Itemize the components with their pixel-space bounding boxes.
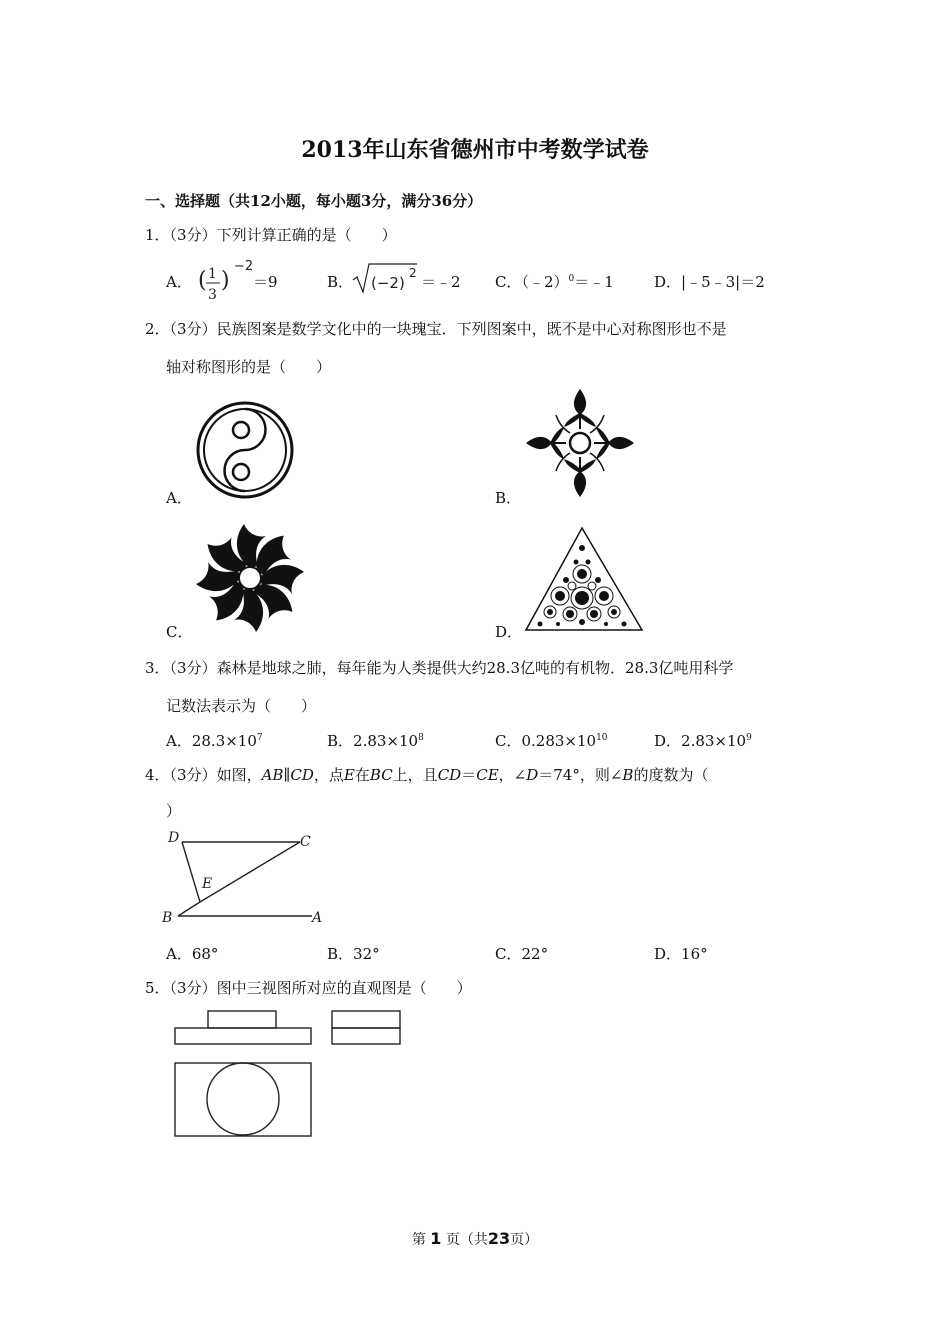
q4-var-cd-2: CD	[437, 766, 462, 784]
q4-text-6: 的度数为（	[633, 766, 709, 784]
q5-side-view-top	[332, 1011, 400, 1028]
svg-text:−2: −2	[234, 259, 254, 274]
footer-suffix: 页）	[510, 1232, 539, 1248]
q3-option-c-text: C．0.283×10	[495, 732, 597, 750]
question-5-stem: 5．（3分）图中三视图所对应的直观图是（ ）	[145, 979, 472, 997]
q4-label-d: D	[168, 830, 180, 846]
q5-top-view-circle	[207, 1063, 279, 1135]
q4-var-bc: BC	[369, 766, 393, 784]
q2-figure-b-flower-cross	[524, 388, 636, 500]
q1-option-a-expression	[196, 256, 256, 302]
q3-option-c	[495, 730, 608, 751]
q4-var-ab: AB	[261, 766, 284, 784]
q2-figure-d-patterned-triangle	[524, 524, 646, 634]
q1-option-d	[654, 271, 765, 292]
q2-option-c-label: C．	[166, 623, 193, 641]
q1-option-c	[495, 271, 614, 292]
q5-front-view-top-block	[208, 1011, 276, 1028]
footer-total-pages: 23	[487, 1229, 511, 1248]
question-1-stem: 1．（3分）下列计算正确的是（ ）	[145, 226, 397, 244]
page-title: 2013年山东省德州市中考数学试卷	[301, 137, 649, 163]
q5-side-view-bottom	[332, 1028, 400, 1044]
q3-option-a	[166, 730, 263, 751]
footer-page-number: 1	[430, 1229, 442, 1248]
question-3-stem-line1: 3．（3分）森林是地球之肺，每年能为人类提供大约28.3亿吨的有机物．28.3亿吨用科学	[145, 659, 734, 677]
q4-option-a: A．68°	[166, 945, 219, 963]
question-4-stem-line1	[145, 764, 708, 785]
q1-option-d-label: D．	[654, 273, 682, 291]
q4-var-e: E	[343, 766, 355, 784]
q5-top-view-rectangle	[175, 1063, 311, 1136]
q4-label-a: A	[312, 910, 323, 926]
q4-text-3: 上，且	[392, 766, 438, 784]
q4-text-5: ＝74°，则∠	[538, 766, 623, 784]
q1-option-d-text: |﹣5﹣3|＝2	[681, 273, 765, 291]
section-heading: 一、选择题（共12小题，每小题3分，满分36分）	[145, 192, 483, 210]
q5-three-view-drawing	[170, 1008, 410, 1142]
q2-figure-c-pinwheel	[192, 520, 308, 636]
footer-prefix: 第	[411, 1232, 426, 1248]
q1-option-b-label: B．	[327, 273, 354, 291]
q3-option-d	[654, 730, 752, 751]
q4-var-b: B	[622, 766, 634, 784]
q4-label-e: E	[202, 876, 213, 892]
q1-option-a-result: ＝9	[253, 273, 278, 291]
question-2-stem-line1: 2．（3分）民族图案是数学文化中的一块瑰宝．下列图案中，既不是中心对称图形也不是	[145, 320, 727, 338]
svg-text:3: 3	[208, 287, 217, 302]
question-2-stem-line2: 轴对称图形的是（ ）	[166, 358, 332, 376]
q1-option-b-radical	[351, 260, 423, 296]
q3-option-a-exponent: 7	[256, 733, 263, 743]
page-footer	[0, 1229, 950, 1249]
q1-option-c-result: ＝﹣1	[574, 273, 614, 291]
svg-text:(−2): (−2)	[371, 274, 405, 292]
q4-option-b: B．32°	[327, 945, 380, 963]
q3-option-a-text: A．28.3×10	[166, 732, 257, 750]
question-3-stem-line2: 记数法表示为（ ）	[166, 697, 317, 715]
q5-front-view-base	[175, 1028, 311, 1044]
q4-text-2: 在	[354, 766, 370, 784]
q1-option-b-result: ＝﹣2	[421, 273, 461, 291]
svg-text:(: (	[198, 268, 207, 293]
q3-option-c-exponent: 10	[596, 733, 608, 743]
q1-option-c-exponent: 0	[568, 274, 575, 284]
q4-text-4: ，∠	[498, 766, 527, 784]
question-4-stem-line2: ）	[166, 802, 182, 820]
q3-option-b-exponent: 8	[418, 733, 424, 743]
q3-option-b	[327, 730, 424, 751]
q1-option-a-label: A．	[166, 273, 192, 291]
q2-option-a-label: A．	[166, 489, 192, 507]
q1-option-c-label: C．	[495, 273, 522, 291]
q4-option-d: D．16°	[654, 945, 708, 963]
svg-text:1: 1	[208, 266, 217, 282]
q4-equals: ＝	[461, 766, 477, 784]
q3-option-d-exponent: 9	[746, 733, 752, 743]
q3-option-d-text: D．2.83×10	[654, 732, 747, 750]
q2-option-b-label: B．	[495, 489, 522, 507]
q4-var-ce: CE	[476, 766, 499, 784]
q2-option-d-label: D．	[495, 623, 523, 641]
q4-stem-prefix: 4．（3分）如图，	[145, 766, 262, 784]
q4-text-1: ，点	[313, 766, 344, 784]
svg-text:2: 2	[409, 266, 417, 280]
svg-text:): )	[221, 268, 230, 293]
q4-var-cd: CD	[290, 766, 314, 784]
q4-geometry-diagram	[160, 826, 330, 930]
q3-option-b-text: B．2.83×10	[327, 732, 419, 750]
q4-label-c: C	[300, 834, 311, 850]
q1-option-c-base: （﹣2）	[521, 273, 569, 291]
q4-option-c: C．22°	[495, 945, 549, 963]
q2-figure-a-yinyang	[193, 400, 297, 500]
q4-parallel-sign: ∥	[283, 766, 291, 784]
q4-label-b: B	[162, 910, 173, 926]
q4-var-d: D	[526, 766, 539, 784]
footer-middle: 页（共	[445, 1232, 488, 1248]
